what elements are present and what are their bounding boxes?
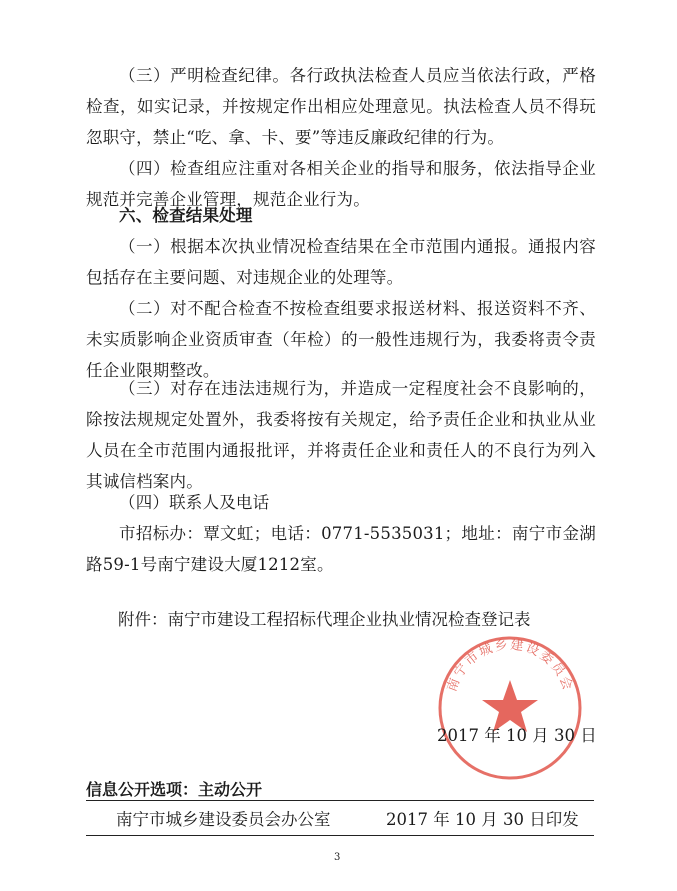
attachment-line: 附件：南宁市建设工程招标代理企业执业情况检查登记表: [118, 610, 531, 629]
paragraph-guidance-service: （四）检查组应注重对各相关企业的指导和服务，依法指导企业规范并完善企业管理，规范企业行为。: [86, 159, 596, 209]
page-number: 3: [334, 852, 341, 863]
footer-issuer: 南宁市城乡建设委员会办公室: [116, 810, 331, 829]
paragraph-inspection-discipline: （三）严明检查纪律。各行政执法检查人员应当依法行政，严格检查，如实记录，并按规定作出相应处理意见。执法检查人员不得玩忽职守，禁止“吃、拿、卡、要”等违反廉政纪律的行为。: [86, 66, 596, 147]
paragraph-contact-details: 市招标办：覃文虹；电话：0771-5535031；地址：南宁市金湖路59-1号南宁建设大厦1212室。: [86, 524, 596, 574]
official-seal: [430, 628, 590, 788]
paragraph-contact-heading: （四）联系人及电话: [119, 493, 270, 512]
paragraph-rectification: （二）对不配合检查不按检查组要求报送材料、报送资料不齐、未实质影响企业资质审查（年检）的一般性违规行为，我委将责令责任企业限期整改。: [86, 299, 596, 380]
footer-rule-bottom: [86, 835, 594, 836]
section-heading-results: 六、检查结果处理: [119, 206, 253, 225]
footer-issue-date: 2017 年 10 月 30 日印发: [386, 810, 579, 829]
paragraph-notification: （一）根据本次执业情况检查结果在全市范围内通报。通报内容包括存在主要问题、对违规企业的处理等。: [86, 237, 596, 287]
disclosure-option: 信息公开选项：主动公开: [86, 780, 263, 799]
signing-date: 2017 年 10 月 30 日: [437, 726, 597, 745]
svg-text:南宁市城乡建设委员会: 南宁市城乡建设委员会: [444, 637, 576, 694]
footer-rule-top: [86, 800, 594, 801]
paragraph-penalty: （三）对存在违法违规行为，并造成一定程度社会不良影响的，除按法规规定处置外，我委将按有关规定，给予责任企业和执业从业人员在全市范围内通报批评，并将责任企业和责任人的不良行为列入其诚信档案内。: [86, 379, 596, 491]
